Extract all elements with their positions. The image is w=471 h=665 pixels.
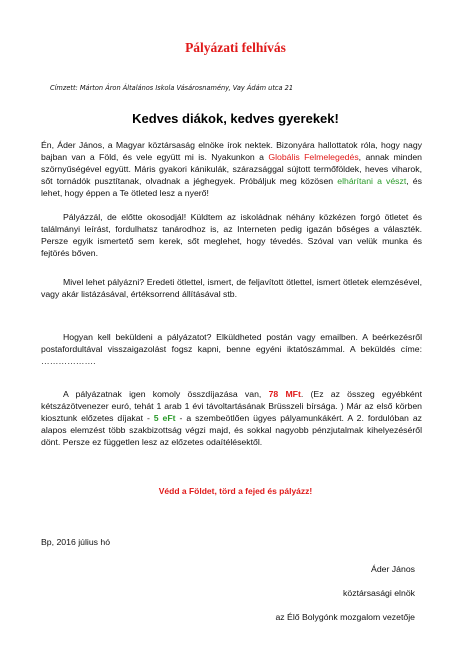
how-to-apply-text: Mivel lehet pályázni? Eredeti ötlettel, ismert, de feljavított ötlettel, ismert ötletek elemzésével, vagy akár listázásával, értéksorrend állításával stb. [41,277,422,300]
early-prize-amount: 5 eFt [153,413,176,424]
submission-text: Hogyan kell beküldeni a pályázatot? Elküldheted postán vagy emailben. A beérkezésről postafordultával visszaigazolást fogsz kapni, benne egyéni iktatószámmal. A beküldés címe: ………………. [41,332,422,367]
paragraph-learn [41,211,422,259]
prizes-text-a: A pályázatnak igen komoly összdíjazása van, [63,389,269,399]
signature-name: Áder János [371,564,415,574]
signature-organization: az Élő Bolygónk mozgalom vezetője [275,612,415,622]
greeting-heading: Kedves diákok, kedves gyerekek! [132,111,339,126]
signature-role: köztársasági elnök [343,588,415,598]
date-line: Bp, 2016 július hó [41,537,111,547]
paragraph-how-to-apply [41,276,422,300]
intro-text-c: , és lehet, hogy éppen a Te ötleted lesz a nyerő! [41,176,422,199]
learn-text: Pályázzál, de előtte okosodjál! Küldtem az iskoládnak néhány közkézen forgó ötletet és találmányi leírást, fordulhatsz tanárodhoz is, az Interneten pedig igazán bőséges a választék. Persze egyik ismertető sem kerek, sőt meglehet, hogy tévedés. Szóval van velük munka és fejtörés bőven. [41,212,422,259]
paragraph-submission [41,331,422,367]
addressee-line: Címzett: Márton Áron Általános Iskola Vásárosnamény, Vay Ádám utca 21 [50,84,294,92]
paragraph-prizes [41,388,422,448]
paragraph-intro [41,139,422,199]
intro-text-b: , annak minden szörnyűségével együtt. Máris gyakori kánikulák, szárazsággal sújtott termőföldek, heves viharok, sőt tornádók pusztítanak, olvadnak a jéghegyek. Próbáljuk meg közösen [41,152,423,187]
global-warming-highlight: Globális Felmelegedés [268,152,359,163]
page-title: Pályázati felhívás [185,40,286,55]
intro-text-a: Én, Áder János, a Magyar köztársaság elnöke írok nektek. Bizonyára hallottatok róla, hogy nagy bajban van a Föld, és vele együtt mi is. Nyakunkon a [41,140,422,163]
prizes-text-b: . (Ez az összeg egyébként kétszázötvenezer euró, tehát 1 arab 1 évi távoltartásának Brüsszeli bírsága. ) Már az első körben kiosztunk előzetes díjakat - [41,389,422,424]
total-prize-amount: 78 MFt [268,389,301,399]
avert-danger-highlight: elhárítani a vészt [337,176,407,187]
slogan: Védd a Földet, törd a fejed és pályázz! [158,486,313,496]
prizes-text-c: - a szembeötlően ügyes pályamunkákért. A 2. fordulóban az alapos elemzést több szakbizottság végzi majd, és sokkal nagyobb pénzjutalmak kihelyezéséről dönt. Persze ez független lesz az előzetes odaítélésektől. [41,413,422,448]
